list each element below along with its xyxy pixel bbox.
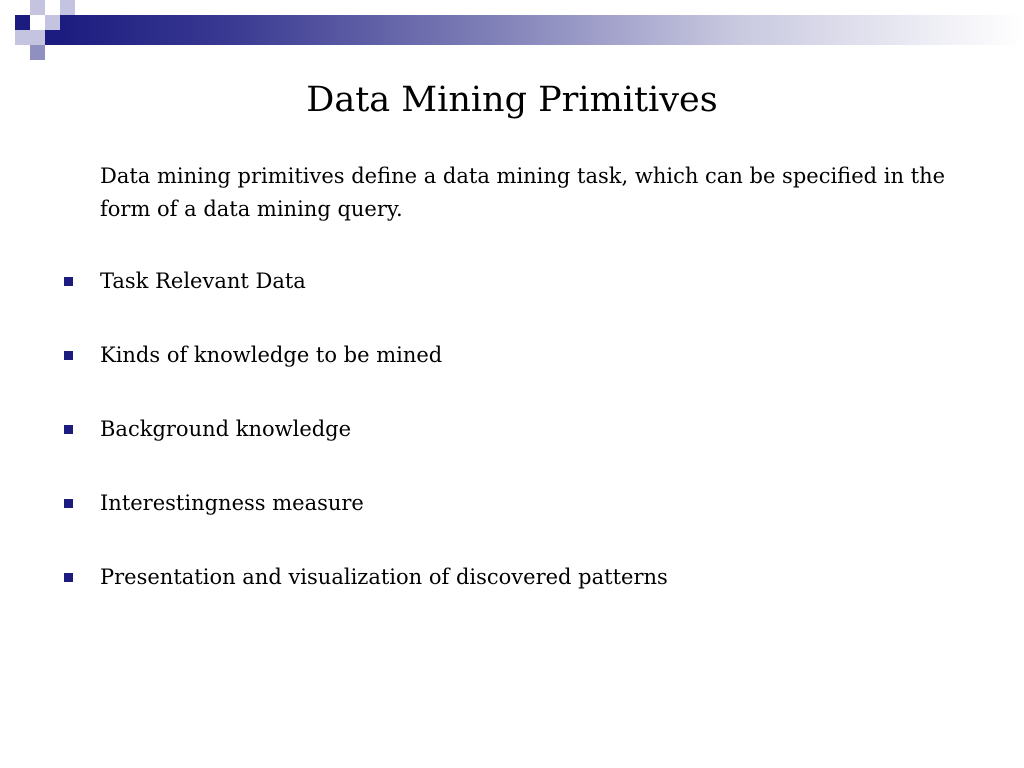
header-gradient-bar	[60, 15, 1024, 45]
slide-title: Data Mining Primitives	[306, 80, 718, 120]
header-decor-square	[30, 0, 45, 15]
bullet-item	[0, 559, 1024, 633]
bullet-text: Interestingness measure	[100, 491, 364, 515]
bullet-item	[0, 411, 1024, 485]
header-decor-square	[45, 30, 60, 45]
bullet-item	[0, 263, 1024, 337]
square-bullet-icon	[64, 277, 73, 286]
header-decor-square	[60, 0, 75, 15]
header-decor-square	[30, 45, 45, 60]
bullet-text: Presentation and visualization of discovered patterns	[100, 565, 668, 589]
bullet-item	[0, 485, 1024, 559]
header-decor-square	[45, 15, 60, 30]
header-decor-square	[15, 15, 30, 30]
header-decor-square	[15, 30, 30, 45]
bullet-list	[0, 263, 1024, 633]
bullet-text: Task Relevant Data	[100, 269, 306, 293]
header-decor-square	[30, 30, 45, 45]
square-bullet-icon	[64, 499, 73, 508]
bullet-item	[0, 337, 1024, 411]
bullet-text: Kinds of knowledge to be mined	[100, 343, 443, 367]
square-bullet-icon	[64, 425, 73, 434]
square-bullet-icon	[64, 573, 73, 582]
square-bullet-icon	[64, 351, 73, 360]
intro-paragraph: Data mining primitives define a data mining task, which can be specified in the form of a data mining query.	[100, 164, 946, 221]
bullet-text: Background knowledge	[100, 417, 352, 441]
